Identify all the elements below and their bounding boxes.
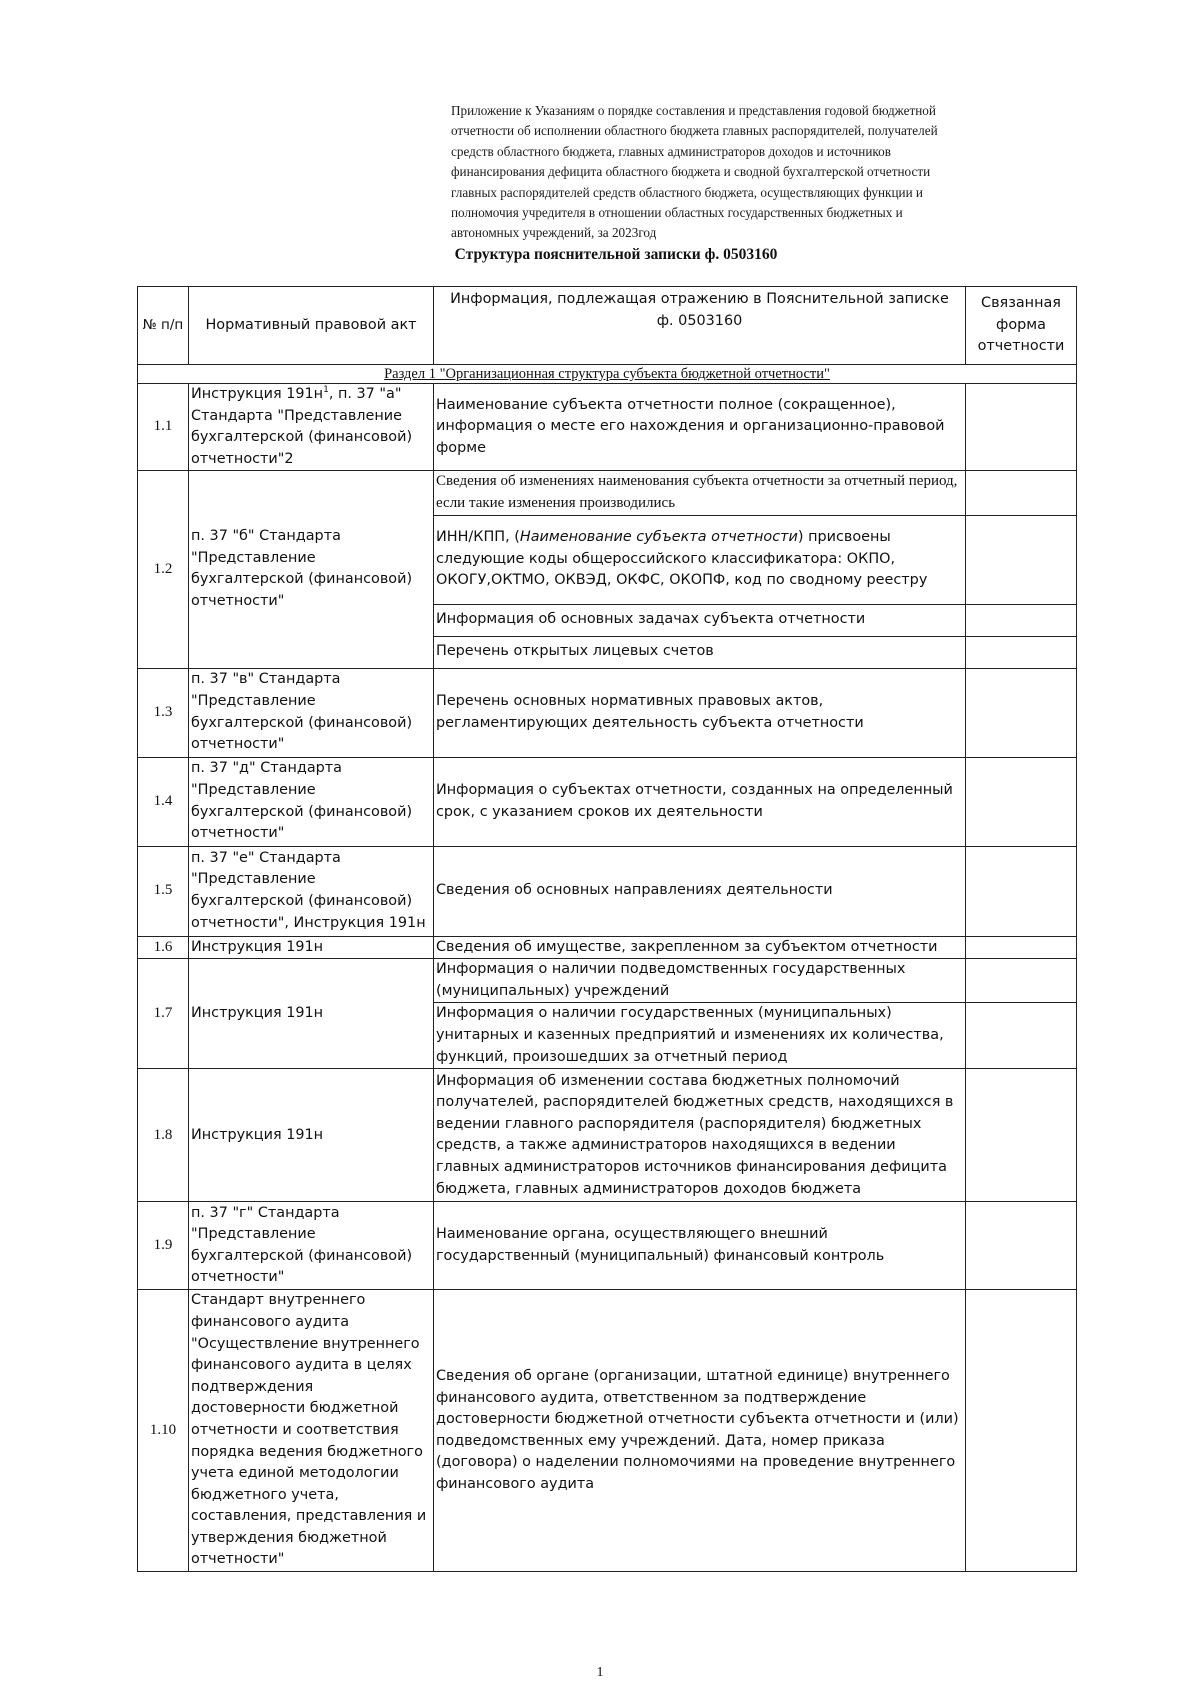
row-info: Сведения об органе (организации, штатной единице) внутреннего финансового аудита, ответственном за подтверждение достоверности бюджетной отчетности субъекта отчетности и (или) подведомственных ему учреждений. Дата, номер приказа (договора) о наделении полномочиями на проведение внутреннего финансового аудита [434, 1290, 966, 1572]
row-number: 1.9 [138, 1202, 189, 1290]
row-number: 1.10 [138, 1290, 189, 1572]
appendix-line: автономных учреждений, за 2023год [451, 225, 657, 241]
table-row [138, 1202, 1077, 1290]
row-number: 1.7 [138, 959, 189, 1069]
appendix-line: средств областного бюджета, главных администраторов доходов и источников [451, 143, 891, 159]
appendix-line: полномочия учредителя в отношении областных государственных бюджетных и [451, 205, 903, 221]
row-form [966, 959, 1077, 1003]
section-row [138, 365, 1077, 384]
table-row [138, 959, 1077, 1003]
appendix-note [451, 101, 1071, 244]
row-act: Инструкция 191н [189, 1069, 434, 1202]
row-info: Информация о наличии подведомственных государственных (муниципальных) учреждений [434, 959, 966, 1003]
row-info: Сведения об имуществе, закрепленном за субъектом отчетности [434, 936, 966, 959]
row-info: Информация о наличии государственных (муниципальных) унитарных и казенных предприятий и изменениях их количества, функций, произошедших за отчетный период [434, 1003, 966, 1069]
row-act: п. 37 "в" Стандарта "Представление бухгалтерской (финансовой) отчетности" [189, 668, 434, 757]
row-form [966, 846, 1077, 936]
row-info: Информация об изменении состава бюджетных полномочий получателей, распорядителей бюджетных средств, находящихся в ведении главного распорядителя (распорядителя) бюджетных средств, а также администраторов находящихся в ведении главных администраторов источников финансирования дефицита бюджета, главных администраторов доходов бюджета [434, 1069, 966, 1202]
header-num: № п/п [138, 287, 189, 365]
header-row [138, 287, 1077, 365]
row-form [966, 604, 1077, 636]
row-form [966, 384, 1077, 471]
table-row [138, 384, 1077, 471]
row-info: Наименование субъекта отчетности полное (сокращенное), информация о месте его нахождения и организационно-правовой форме [434, 384, 966, 471]
row-info: Наименование органа, осуществляющего внешний государственный (муниципальный) финансовый контроль [434, 1202, 966, 1290]
appendix-line: финансирования дефицита областного бюджета и сводной бухгалтерской отчетности [451, 164, 931, 180]
row-form [966, 1290, 1077, 1572]
row-act: Инструкция 191н [189, 959, 434, 1069]
row-act: Стандарт внутреннего финансового аудита "Осуществление внутреннего финансового аудита в целях подтверждения достоверности бюджетной отчетности и соответствия порядка ведения бюджетного учета единой методологии бюджетного учета, составления, представления и утверждения бюджетной отчетности" [189, 1290, 434, 1572]
structure-table [137, 286, 1077, 1572]
table-row [138, 471, 1077, 515]
row-number: 1.2 [138, 471, 189, 668]
row-info: Информация о субъектах отчетности, созданных на определенный срок, с указанием сроков их деятельности [434, 757, 966, 846]
row-info-accounts: Перечень открытых лицевых счетов [434, 636, 966, 668]
row-form [966, 668, 1077, 757]
table-row [138, 846, 1077, 936]
page-number: 1 [596, 1665, 604, 1680]
table-row [138, 1069, 1077, 1202]
row-info-tasks: Информация об основных задачах субъекта отчетности [434, 604, 966, 636]
row-form [966, 471, 1077, 515]
row-info-inn: ИНН/КПП, (Наименование субъекта отчетности) присвоены следующие коды общероссийского классификатора: ОКПО, ОКОГУ,ОКТМО, ОКВЭД, ОКФС, ОКОПФ, код по сводному реестру [434, 515, 966, 604]
row-form [966, 1202, 1077, 1290]
row-act: п. 37 "е" Стандарта "Представление бухгалтерской (финансовой) отчетности", Инструкция 191н [189, 846, 434, 936]
appendix-line: отчетности об исполнении областного бюджета главных распорядителей, получателей [451, 123, 938, 139]
table-row [138, 1290, 1077, 1572]
row-act: Инструкция 191н [189, 936, 434, 959]
row-info-heading: Сведения об изменениях наименования субъекта отчетности за отчетный период, если такие изменения производились [434, 471, 966, 515]
table-row [138, 936, 1077, 959]
row-form [966, 636, 1077, 668]
header-act: Нормативный правовой акт [189, 287, 434, 365]
row-form [966, 757, 1077, 846]
appendix-line: главных распорядителей средств областного бюджета, осуществляющих функции и [451, 184, 923, 200]
row-act: Инструкция $191н^1$, п. 37 "а" Стандарта "Представление бухгалтерской (финансовой) отчетности"2 [189, 384, 434, 471]
appendix-line: Приложение к Указаниям о порядке составления и представления годовой бюджетной [451, 103, 936, 118]
header-form: Связанная форма отчетности [966, 287, 1077, 365]
row-number: 1.1 [138, 384, 189, 471]
row-info: Сведения об основных направлениях деятельности [434, 846, 966, 936]
row-act: п. 37 "г" Стандарта "Представление бухгалтерской (финансовой) отчетности" [189, 1202, 434, 1290]
row-info: Перечень основных нормативных правовых актов, регламентирующих деятельность субъекта отчетности [434, 668, 966, 757]
row-number: 1.3 [138, 668, 189, 757]
row-act: п. 37 "б" Стандарта "Представление бухгалтерской (финансовой) отчетности" [189, 471, 434, 668]
row-number: 1.5 [138, 846, 189, 936]
row-act: п. 37 "д" Стандарта "Представление бухгалтерской (финансовой) отчетности" [189, 757, 434, 846]
table-row [138, 668, 1077, 757]
row-form [966, 1003, 1077, 1069]
header-info: Информация, подлежащая отражению в Пояснительной записке ф. 0503160 [434, 287, 966, 365]
document-title: Структура пояснительной записки ф. 0503160 [454, 246, 778, 263]
section-1-title: Раздел 1 "Организационная структура субъекта бюджетной отчетности" [138, 365, 1077, 384]
row-form [966, 936, 1077, 959]
row-form [966, 1069, 1077, 1202]
row-number: 1.4 [138, 757, 189, 846]
table-row [138, 757, 1077, 846]
row-form [966, 515, 1077, 604]
row-number: 1.8 [138, 1069, 189, 1202]
row-number: 1.6 [138, 936, 189, 959]
